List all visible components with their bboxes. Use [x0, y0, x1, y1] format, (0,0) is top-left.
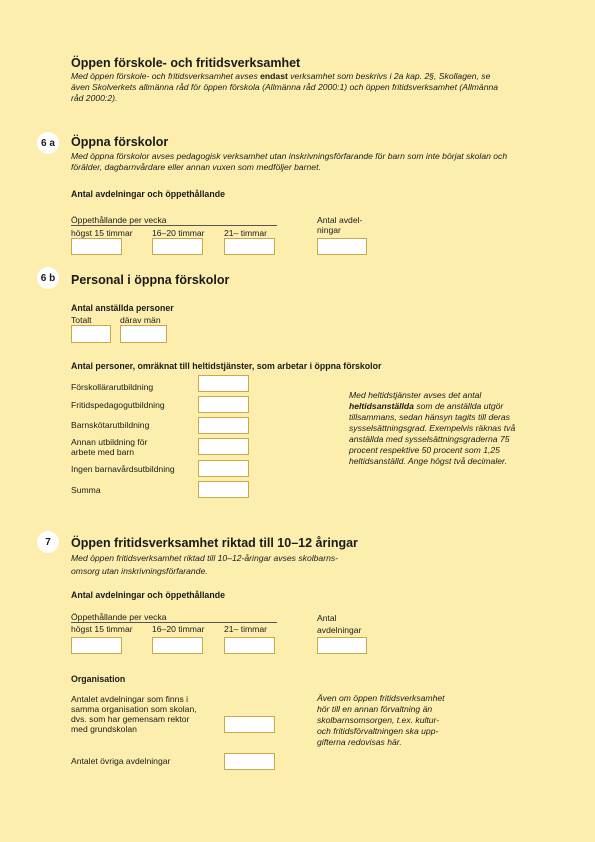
section-6b-other-education-input[interactable]: [198, 438, 249, 455]
section-6a-max15-input[interactable]: [71, 238, 122, 255]
section-6b-note-emphasis: heltidsanställda: [349, 401, 414, 411]
section-6a-units-input[interactable]: [317, 238, 367, 255]
section-6b-row-label: Fritidspedagogutbildning: [71, 400, 165, 410]
section-6a-description: Med öppna förskolor avses pedagogisk verksamhet utan inskrivningsförfarande för barn som inte börjat skolan och förälder, dagbarnvårdare eller annan vuxen som medföljer barnet.: [71, 151, 508, 172]
section-7-col3-label: 21– timmar: [224, 624, 267, 634]
section-7-same-org-input[interactable]: [224, 716, 275, 733]
section-7-org-heading: Organisation: [71, 674, 126, 684]
section-6b-total-label: Totalt: [71, 315, 92, 325]
section-6b-sum-input[interactable]: [198, 481, 249, 498]
section-6a-16-20-input[interactable]: [152, 238, 203, 255]
section-6b-men-label: därav män: [120, 315, 161, 325]
section-7-max15-input[interactable]: [71, 637, 122, 654]
section-7-16-20-input[interactable]: [152, 637, 203, 654]
section-6b-row-label: Ingen barnavårdsutbildning: [71, 464, 175, 474]
section-6a-21plus-input[interactable]: [224, 238, 275, 255]
section-7-group-underline: [71, 622, 277, 623]
section-6a-group-underline: [71, 225, 277, 226]
section-6b-no-education-input[interactable]: [198, 460, 249, 477]
section-7-col2-label: 16–20 timmar: [152, 624, 205, 634]
section-6b-staff-heading: Antal anställda personer: [71, 303, 174, 313]
intro-desc-pre: Med öppen förskole- och fritidsverksamhet avses: [71, 71, 261, 81]
section-6b-title: Personal i öppna förskolor: [71, 273, 230, 287]
section-6b-childminder-input[interactable]: [198, 417, 249, 434]
section-6b-note-pre: Med heltidstjänster avses det antal: [349, 390, 482, 400]
section-6a-col2-label: 16–20 timmar: [152, 228, 205, 238]
section-6b-badge: 6 b: [37, 267, 59, 289]
section-6a-col4-label: Antal avdel- ningar: [317, 215, 363, 235]
section-6b-note: [349, 390, 521, 467]
section-6b-note-post: som de anställda utgör tillsammans, sedan hänsyn tagits till deras sysselsättningsgrad. Exempelvis räknas två anställda med sysselsättningsgraderna 75 procent respektive 50 procent som 1,25 heltidsanställd. Ange högst två decimaler.: [349, 401, 516, 466]
section-6b-total-input[interactable]: [71, 325, 111, 343]
intro-desc-emphasis: endast: [260, 71, 288, 81]
section-7-org-note: Även om öppen fritidsverksamhet hör till en annan förvaltning än skolbarnsomsorgen, t.ex. kultur- och fritidsförvaltningen ska upp- gifterna redovisas här.: [317, 693, 445, 747]
section-7-opening-group-label: Öppethållande per vecka: [71, 612, 167, 622]
section-7-21plus-input[interactable]: [224, 637, 275, 654]
section-7-title: Öppen fritidsverksamhet riktad till 10–12 åringar: [71, 536, 358, 550]
section-6a-subheading: Antal avdelningar och öppethållande: [71, 189, 225, 199]
section-6b-row-label: Barnskötarutbildning: [71, 420, 150, 430]
section-7-subheading: Antal avdelningar och öppethållande: [71, 590, 225, 600]
section-6a-title: Öppna förskolor: [71, 135, 169, 149]
section-7-org-row1-label: Antalet avdelningar som finns i samma organisation som skolan, dvs. som har gemensam rektor med grundskolan: [71, 694, 197, 734]
intro-desc-post: verksamhet som beskrivs i 2a kap. 2§, Skollagen, se även Skolverkets allmänna råd för öppen förskola (Allmänna råd 2000:1) och öppen fritidsverksamhet (Allmänna råd 2000:2).: [71, 71, 499, 103]
section-6b-row-label: Summa: [71, 485, 101, 495]
section-6b-men-input[interactable]: [120, 325, 167, 343]
section-6b-fte-heading: Antal personer, omräknat till heltidstjänster, som arbetar i öppna förskolor: [71, 361, 382, 371]
intro-title: Öppen förskole- och fritidsverksamhet: [71, 56, 301, 70]
section-6b-row-label: Annan utbildning för arbete med barn: [71, 437, 148, 457]
section-7-badge: 7: [37, 531, 59, 553]
section-6a-col3-label: 21– timmar: [224, 228, 267, 238]
intro-description: [71, 71, 511, 104]
section-6a-col1-label: högst 15 timmar: [71, 228, 133, 238]
section-6b-leisure-pedagogue-input[interactable]: [198, 396, 249, 413]
section-7-col1-label: högst 15 timmar: [71, 624, 133, 634]
section-7-other-units-input[interactable]: [224, 753, 275, 770]
section-6b-preschool-teacher-input[interactable]: [198, 375, 249, 392]
section-6a-opening-group-label: Öppethållande per vecka: [71, 215, 167, 225]
section-7-org-row2-label: Antalet övriga avdelningar: [71, 756, 171, 766]
section-6a-badge: 6 a: [37, 132, 59, 154]
section-6b-row-label: Förskollärarutbildning: [71, 382, 154, 392]
section-7-units-input[interactable]: [317, 637, 367, 654]
section-7-col4-label: Antal avdelningar: [317, 613, 362, 635]
section-7-description: Med öppen fritidsverksamhet riktad till 10–12-åringar avses skolbarns- omsorg utan inskrivningsförfarande.: [71, 553, 339, 576]
